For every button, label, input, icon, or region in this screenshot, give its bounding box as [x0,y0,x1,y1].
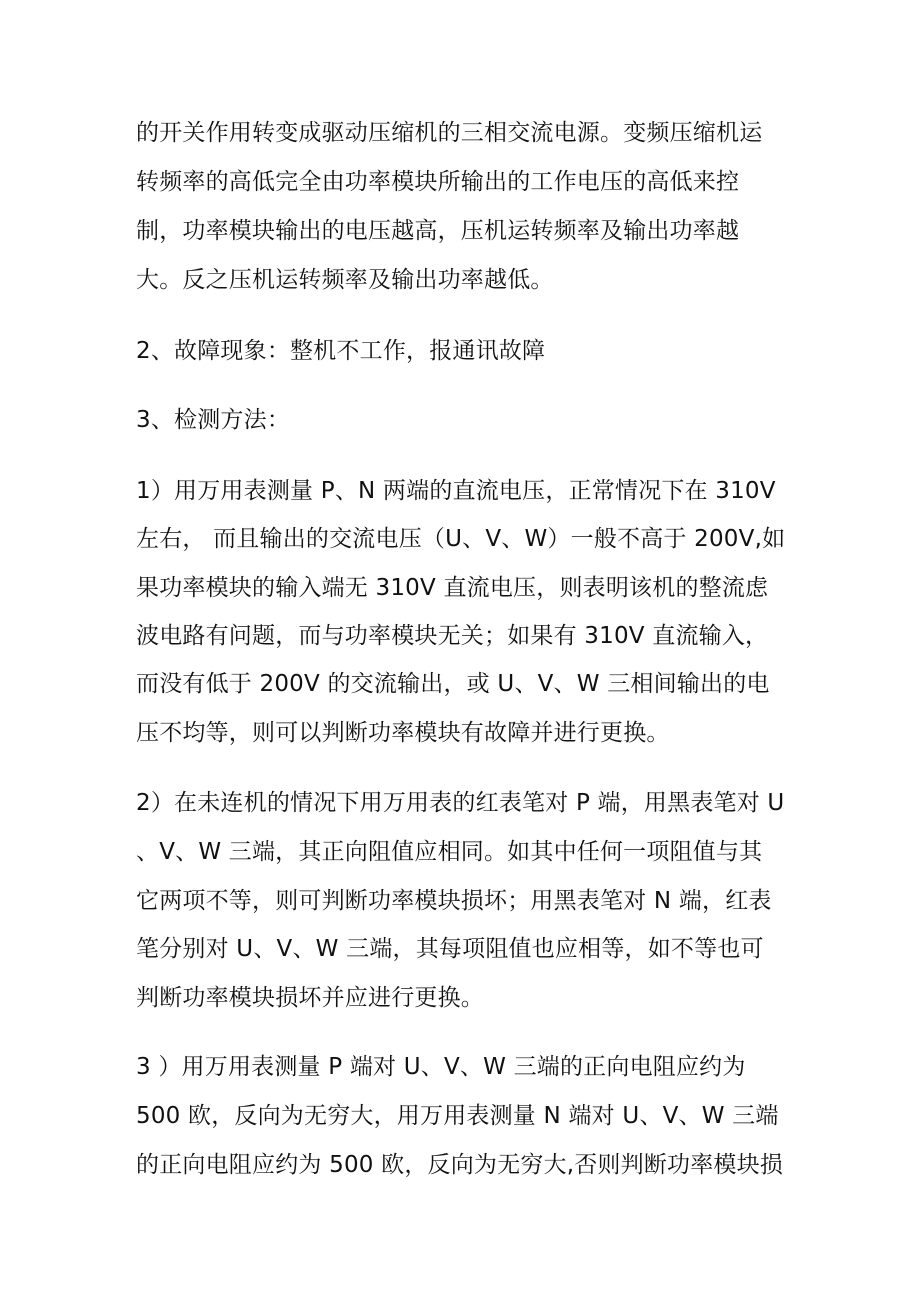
text-line: 笔分别对 U、V、W 三端，其每项阻值也应相等，如不等也可 [136,936,764,962]
text-line: 左右， 而且输出的交流电压（U、V、W）一般不高于 200V,如 [136,526,786,552]
text-line: 的正向电阻应约为 500 欧，反向为无穷大,否则判断功率模块损 [136,1152,784,1178]
text-line: 它两项不等，则可判断功率模块损坏；用黑表笔对 N 端，红表 [136,888,772,914]
text-line: 2）在未连机的情况下用万用表的红表笔对 P 端，用黑表笔对 U [136,790,785,816]
text-line: 果功率模块的输入端无 310V 直流电压，则表明该机的整流虑 [136,575,769,601]
text-line: 大。反之压机运转频率及输出功率越低。 [136,267,554,293]
text-line: 3 ）用万用表测量 P 端对 U、V、W 三端的正向电阻应约为 [136,1054,746,1080]
text-line: 1）用万用表测量 P、N 两端的直流电压，正常情况下在 310V [136,478,776,504]
text-line: 而没有低于 200V 的交流输出，或 U、V、W 三相间输出的电 [136,671,770,697]
section-heading: 3、检测方法： [136,407,291,433]
text-line: 判断功率模块损坏并应进行更换。 [136,985,484,1011]
text-line: 转频率的高低完全由功率模块所输出的工作电压的高低来控 [136,169,740,195]
text-line: 2、故障现象：整机不工作，报通讯故障 [136,338,546,364]
text-line: 的开关作用转变成驱动压缩机的三相交流电源。变频压缩机运 [136,120,763,146]
text-line: 波电路有问题，而与功率模块无关；如果有 310V 直流输入， [136,623,769,649]
text-line: 制，功率模块输出的电压越高，压机运转频率及输出功率越 [136,218,740,244]
text-line: 压不均等，则可以判断功率模块有故障并进行更换。 [136,720,670,746]
text-line: 、V、W 三端，其正向阻值应相同。如其中任何一项阻值与其 [136,839,763,865]
text-line: 500 欧，反向为无穷大，用万用表测量 N 端对 U、V、W 三端 [136,1103,779,1129]
